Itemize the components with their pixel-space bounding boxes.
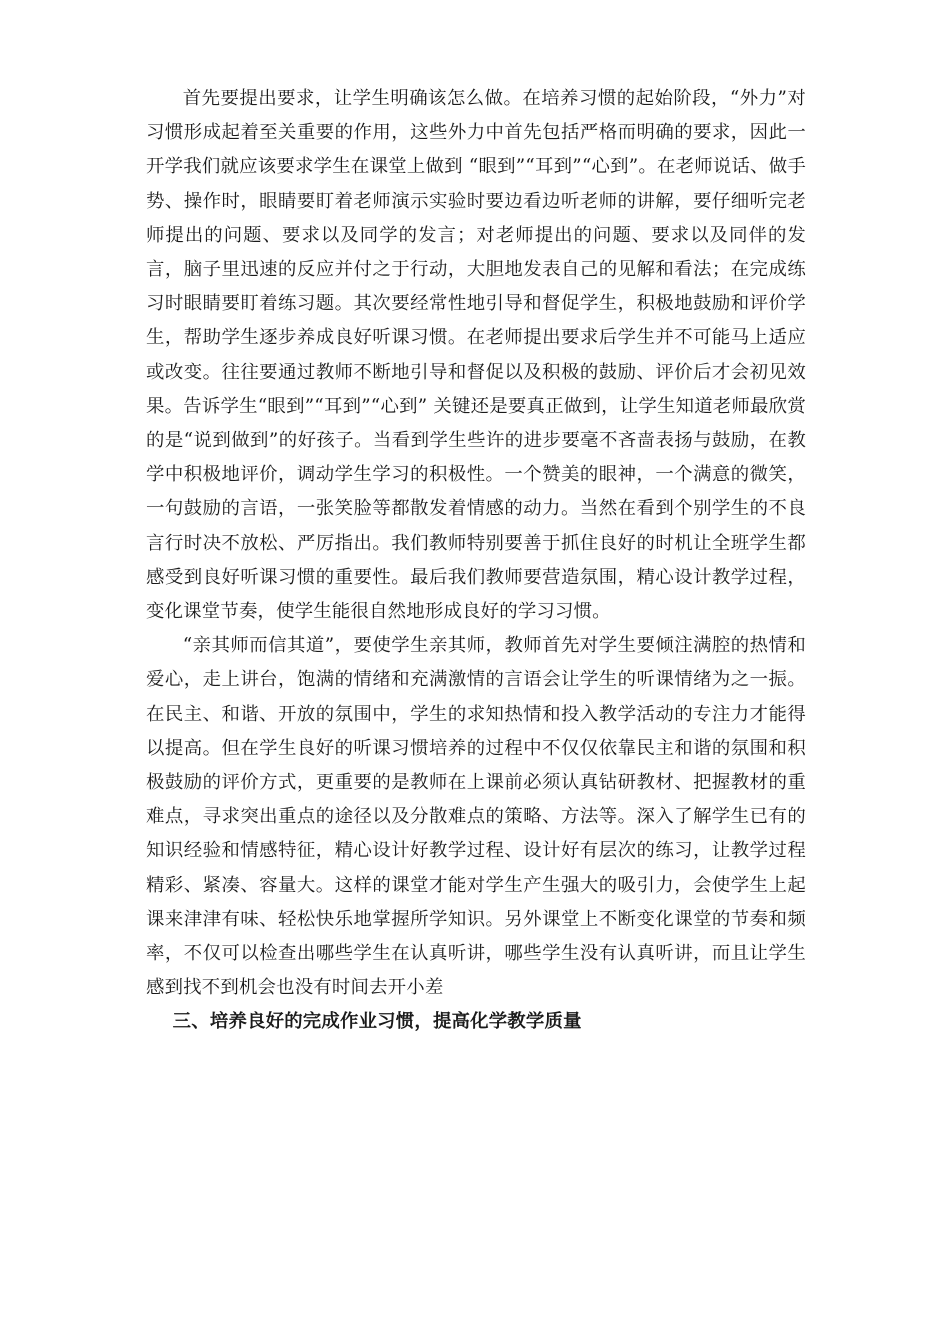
section-heading: 三、培养良好的完成作业习惯，提高化学教学质量 <box>172 1011 582 1033</box>
body-paragraph-1: 首先要提出要求，让学生明确该怎么做。在培养习惯的起始阶段，“外力”对习惯形成起着至关重要的作用，这些外力中首先包括严格而明确的要求，因此一开学我们就应该要求学生在课堂上做到 “眼到”“耳到”“心到”。在老师说话、做手势、操作时，眼睛要盯着老师演示实验时要边看边听老师的讲解，要仔细听完老师提出的问题、要求以及同学的发言；对老师提出的问题、要求以及同伴的发言，脑子里迅速的反应并付之于行动，大胆地发表自己的见解和看法；在完成练习时眼睛要盯着练习题。其次要经常性地引导和督促学生，积极地鼓励和评价学生，帮助学生逐步养成良好听课习惯。在老师提出要求后学生并不可能马上适应或改变。往往要通过教师不断地引导和督促以及积极的鼓励、评价后才会初见效果。告诉学生“眼到”“耳到”“心到” 关键还是要真正做到，让学生知道老师最欣赏的是“说到做到”的好孩子。当看到学生些许的进步要毫不吝啬表扬与鼓励，在教学中积极地评价，调动学生学习的积极性。一个赞美的眼神，一个满意的微笑，一句鼓励的言语，一张笑脸等都散发着情感的动力。当然在看到个别学生的不良言行时决不放松、严厉指出。我们教师特别要善于抓住良好的时机让全班学生都感受到良好听课习惯的重要性。最后我们教师要营造氛围，精心设计教学过程，变化课堂节奏，使学生能很自然地形成良好的学习习惯。 <box>146 88 806 623</box>
document-page <box>146 82 806 1040</box>
body-paragraph-2: “亲其师而信其道”，要使学生亲其师，教师首先对学生要倾注满腔的热情和爱心，走上讲台，饱满的情绪和充满激情的言语会让学生的听课情绪为之一振。在民主、和谐、开放的氛围中，学生的求知热情和投入教学活动的专注力才能得以提高。但在学生良好的听课习惯培养的过程中不仅仅依靠民主和谐的氛围和积极鼓励的评价方式，更重要的是教师在上课前必须认真钻研教材、把握教材的重难点，寻求突出重点的途径以及分散难点的策略、方法等。深入了解学生已有的知识经验和情感特征，精心设计好教学过程、设计好有层次的练习，让教学过程精彩、紧凑、容量大。这样的课堂才能对学生产生强大的吸引力，会使学生上起课来津津有味、轻松快乐地掌握所学知识。另外课堂上不断变化课堂的节奏和频率，不仅可以检查出哪些学生在认真听讲，哪些学生没有认真听讲，而且让学生感到找不到机会也没有时间去开小差 <box>146 635 806 999</box>
